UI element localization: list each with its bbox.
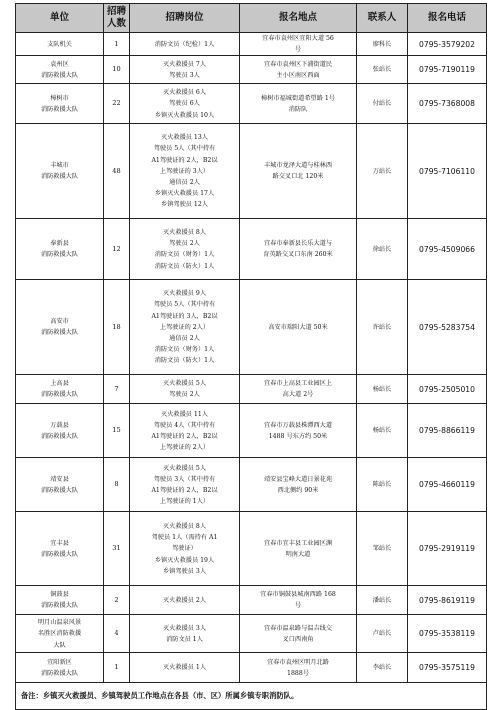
- position-line: 上驾驶证的 3人）: [159, 167, 210, 175]
- positions-cell: [130, 615, 240, 653]
- phone-cell: [408, 586, 487, 615]
- contact-cell: [357, 375, 408, 404]
- address-cell-text: 宜春市铜鼓县城南西路 168 号: [260, 591, 336, 610]
- contact-cell: [357, 280, 408, 375]
- unit-cell-text: 丰城市 消防救援大队: [40, 162, 79, 181]
- position-line: 驾驶员 5人（其中持有: [153, 301, 216, 309]
- contact-cell: [357, 56, 408, 84]
- phone-cell-text: 0795-7190119: [419, 65, 475, 75]
- phone-cell: [408, 615, 487, 653]
- count-cell-text: 4: [114, 629, 119, 638]
- phone-cell-text: 0795-4660119: [419, 480, 475, 490]
- count-cell: [104, 33, 130, 56]
- note-row: [16, 683, 487, 710]
- position-line: 驾驶员 1人（需持有 A1: [151, 534, 218, 542]
- position-line: 消防文员（防火）1人: [154, 262, 215, 270]
- position-line: 灭火救援员 11人: [161, 410, 208, 418]
- contact-cell: [357, 458, 408, 512]
- position-line: A1驾驶证的 3人，B2以: [151, 312, 218, 320]
- position-line: 驾驶员 6人: [169, 100, 200, 108]
- table-row: [16, 458, 487, 512]
- position-line: 乡镇驾驶员 3人: [162, 567, 207, 575]
- positions-cell: [130, 653, 240, 683]
- position-line: A1驾驶证的 2人，B2以: [151, 156, 218, 164]
- phone-cell-text: 0795-4509066: [419, 244, 475, 254]
- position-line: A1驾驶证的 2人，B2以: [151, 486, 218, 494]
- address-cell: [240, 615, 357, 653]
- count-cell: [104, 375, 130, 404]
- contact-cell: [357, 615, 408, 653]
- position-line: 上驾驶证的 2人）: [159, 323, 210, 331]
- count-cell-text: 2: [114, 595, 119, 604]
- count-cell: [104, 653, 130, 683]
- table-row: [16, 84, 487, 124]
- unit-cell-text: 支队机关: [47, 40, 72, 48]
- contact-cell-text: 李站长: [372, 664, 392, 672]
- position-line: 消防文员 1人: [166, 635, 203, 643]
- count-cell-text: 7: [114, 384, 119, 393]
- phone-cell: [408, 404, 487, 458]
- position-line: 灭火救援员 2人: [162, 596, 207, 604]
- address-cell: [240, 653, 357, 683]
- address-cell-text: 丰城市龙泽大道与桂林西 路交叉口北 120米: [263, 162, 333, 181]
- count-cell: [104, 586, 130, 615]
- unit-cell-text: 铜鼓县 消防救援大队: [40, 591, 79, 610]
- contact-cell-text: 杨站长: [372, 385, 392, 393]
- unit-cell: [16, 375, 104, 404]
- header-address: 报名地点: [240, 4, 357, 33]
- contact-cell-text: 万站长: [372, 167, 392, 175]
- table-row: [16, 33, 487, 56]
- header-count: 招聘 人数: [104, 4, 130, 33]
- phone-cell-text: 0795-3579202: [419, 39, 475, 49]
- position-line: 消防文员（财务）1人: [154, 346, 215, 354]
- table-row: [16, 124, 487, 219]
- phone-cell: [408, 512, 487, 586]
- contact-cell: [357, 586, 408, 615]
- position-line: 上驾驶证的 2人）: [159, 444, 210, 452]
- unit-cell-text: 万载县 消防救援大队: [40, 421, 79, 440]
- count-cell-text: 8: [114, 480, 119, 489]
- position-line: 消防文员（纪检）1人: [154, 40, 215, 48]
- header-contact: 联系人: [357, 4, 408, 33]
- position-line: 乡镇灭火救援员 17人: [154, 190, 215, 198]
- address-cell: [240, 586, 357, 615]
- count-cell-text: 31: [112, 544, 121, 553]
- count-cell-text: 1: [114, 663, 119, 672]
- phone-cell-text: 0795-2505010: [419, 384, 475, 394]
- address-cell-text: 樟树市福城街道希望路 1号 消防队: [261, 94, 335, 113]
- contact-cell: [357, 512, 408, 586]
- phone-cell-text: 0795-3538119: [419, 629, 475, 639]
- contact-cell-text: 陈站长: [372, 481, 392, 489]
- unit-cell: [16, 219, 104, 280]
- positions-cell: [130, 33, 240, 56]
- position-line: 灭火救援员 13人: [161, 134, 208, 142]
- phone-cell-text: 0795-7368008: [419, 99, 475, 109]
- address-cell-text: 宜春市万载县株潭西大道 1488 号东方约 50米: [263, 421, 333, 440]
- table-row: [16, 56, 487, 84]
- count-cell: [104, 404, 130, 458]
- count-cell-text: 48: [112, 166, 121, 175]
- address-cell-text: 高安市瑞阳大道 50米: [268, 323, 328, 331]
- position-line: 驾驶员 4人（其中持有: [153, 421, 216, 429]
- position-line: 上驾驶证的 1人）: [159, 498, 210, 506]
- address-cell: [240, 84, 357, 124]
- phone-cell: [408, 124, 487, 219]
- contact-cell-text: 潘站长: [372, 596, 392, 604]
- count-cell: [104, 615, 130, 653]
- position-line: 驾驶证）: [172, 545, 197, 553]
- header-positions: 招聘岗位: [130, 4, 240, 33]
- contact-cell-text: 张站长: [372, 66, 392, 74]
- table-row: [16, 586, 487, 615]
- address-cell: [240, 56, 357, 84]
- position-line: 驾驶员 5人（其中持有: [153, 145, 216, 153]
- unit-cell: [16, 56, 104, 84]
- position-line: 驾驶员 2人: [169, 391, 200, 399]
- phone-cell-text: 0795-8866119: [419, 426, 475, 436]
- position-line: 灭火救援员 3人: [162, 624, 207, 632]
- position-line: 驾驶员 2人: [169, 240, 200, 248]
- count-cell: [104, 84, 130, 124]
- unit-cell: [16, 84, 104, 124]
- address-cell-text: 靖安县宝峰大道日景花苑 西北侧约 90米: [263, 475, 333, 494]
- contact-cell-text: 卢站长: [372, 630, 392, 638]
- count-cell: [104, 512, 130, 586]
- table-body: [16, 33, 487, 683]
- address-cell: [240, 219, 357, 280]
- table-row: [16, 653, 487, 683]
- unit-cell-text: 奉新县 消防救援大队: [40, 240, 79, 259]
- table-row: [16, 615, 487, 653]
- unit-cell-text: 靖安县 消防救援大队: [40, 475, 79, 494]
- position-line: 乡镇灭火救援员 19人: [154, 556, 215, 564]
- count-cell-text: 18: [112, 322, 121, 331]
- phone-cell-text: 0795-7106110: [419, 166, 475, 176]
- count-cell-text: 10: [112, 65, 121, 74]
- positions-cell: [130, 375, 240, 404]
- address-cell: [240, 512, 357, 586]
- unit-cell: [16, 458, 104, 512]
- contact-cell-text: 许站长: [372, 323, 392, 331]
- unit-cell-text: 宜丰县 消防救援大队: [40, 539, 79, 558]
- position-line: 消防文员（财务）1人: [154, 251, 215, 259]
- unit-cell: [16, 280, 104, 375]
- unit-cell: [16, 404, 104, 458]
- unit-cell: [16, 512, 104, 586]
- unit-cell-text: 宜阳新区 消防救援大队: [40, 658, 79, 677]
- positions-cell: [130, 219, 240, 280]
- position-line: 消防文员（防火）1人: [154, 357, 215, 365]
- contact-cell-text: 杨站长: [372, 427, 392, 435]
- position-line: 灭火救援员 8人: [162, 522, 207, 530]
- header-unit: 单位: [16, 4, 104, 33]
- position-line: 通信员 2人: [169, 179, 200, 186]
- phone-cell-text: 0795-2919119: [419, 544, 475, 554]
- position-line: 灭火救援员 9人: [162, 290, 207, 298]
- positions-cell: [130, 56, 240, 84]
- position-line: A1驾驶证的 2人，B2以: [151, 432, 218, 440]
- address-cell-text: 宜春市温泉路与温吉线交 叉口西南角: [263, 624, 333, 643]
- unit-cell-text: 上高县 消防救援大队: [40, 380, 79, 399]
- address-cell: [240, 33, 357, 56]
- phone-cell-text: 0795-8619119: [419, 595, 475, 605]
- position-line: 灭火救援员 6人: [162, 89, 207, 97]
- contact-cell-text: 廖科长: [372, 40, 392, 48]
- phone-cell: [408, 56, 487, 84]
- position-line: 通信员 2人: [169, 335, 200, 342]
- contact-cell: [357, 404, 408, 458]
- address-cell-text: 宜春市袁州区明月北路 1888号: [267, 658, 329, 677]
- unit-cell: [16, 124, 104, 219]
- count-cell-text: 22: [112, 99, 121, 108]
- unit-cell: [16, 653, 104, 683]
- unit-cell: [16, 615, 104, 653]
- contact-cell-text: 徐站长: [372, 245, 392, 253]
- position-line: 驾驶员 3人: [169, 71, 200, 79]
- position-line: 灭火救援员 8人: [162, 229, 207, 236]
- positions-cell: [130, 124, 240, 219]
- contact-cell: [357, 124, 408, 219]
- count-cell: [104, 56, 130, 84]
- count-cell-text: 15: [112, 426, 121, 435]
- position-line: 灭火救援员 1人: [162, 664, 207, 672]
- recruitment-table: [15, 3, 487, 710]
- address-cell-text: 宜春市袁州区宜阳大道 56 号: [262, 35, 334, 54]
- contact-cell-text: 邹站长: [372, 545, 392, 553]
- address-cell: [240, 124, 357, 219]
- count-cell-text: 12: [112, 244, 121, 253]
- note-text: 备注：乡镇灭火救援员、乡镇驾驶员工作地点在各县（市、区）所属乡镇专职消防队。: [16, 683, 487, 710]
- contact-cell: [357, 219, 408, 280]
- phone-cell: [408, 84, 487, 124]
- count-cell: [104, 458, 130, 512]
- address-cell-text: 宜春市宜丰县工业园区渊 明南大道: [263, 539, 333, 558]
- unit-cell-text: 樟树市 消防救援大队: [40, 94, 79, 113]
- position-line: 灭火救援员 5人: [162, 464, 207, 472]
- phone-cell: [408, 33, 487, 56]
- phone-cell: [408, 375, 487, 404]
- position-line: 乡镇驾驶员 12人: [161, 201, 208, 209]
- table-row: [16, 219, 487, 280]
- address-cell: [240, 375, 357, 404]
- count-cell: [104, 124, 130, 219]
- address-cell: [240, 280, 357, 375]
- phone-cell-text: 0795-3575119: [419, 663, 475, 673]
- contact-cell: [357, 84, 408, 124]
- contact-cell: [357, 33, 408, 56]
- unit-cell-text: 明月山温泉风景 名胜区消防救援 大队: [37, 619, 82, 649]
- count-cell: [104, 219, 130, 280]
- table-row: [16, 375, 487, 404]
- phone-cell: [408, 280, 487, 375]
- count-cell-text: 1: [114, 39, 119, 48]
- positions-cell: [130, 512, 240, 586]
- position-line: 乡镇灭火救援员 10人: [154, 111, 215, 119]
- positions-cell: [130, 84, 240, 124]
- position-line: 驾驶员 3人（其中持有: [153, 475, 216, 483]
- phone-cell: [408, 219, 487, 280]
- positions-cell: [130, 458, 240, 512]
- table-row: [16, 280, 487, 375]
- count-cell: [104, 280, 130, 375]
- position-line: 灭火救援员 7人: [162, 60, 207, 68]
- unit-cell-text: 高安市 消防救援大队: [40, 318, 79, 337]
- address-cell: [240, 404, 357, 458]
- phone-cell: [408, 458, 487, 512]
- contact-cell: [357, 653, 408, 683]
- contact-cell-text: 付站长: [372, 100, 392, 108]
- phone-cell: [408, 653, 487, 683]
- unit-cell: [16, 586, 104, 615]
- phone-cell-text: 0795-5283754: [419, 322, 475, 332]
- recruitment-table-sheet: [15, 3, 486, 710]
- table-row: [16, 512, 487, 586]
- positions-cell: [130, 586, 240, 615]
- unit-cell-text: 袁州区 消防救援大队: [40, 60, 79, 79]
- positions-cell: [130, 280, 240, 375]
- unit-cell: [16, 33, 104, 56]
- address-cell-text: 宜春市上高县工业园区上 高大道 2号: [263, 380, 333, 399]
- address-cell-text: 宜春市奉新县长乐大道与 育英路交叉口东南 260米: [263, 240, 333, 259]
- header-phone: 报名电话: [408, 4, 487, 33]
- table-row: [16, 404, 487, 458]
- header-row: [16, 4, 487, 33]
- address-cell: [240, 458, 357, 512]
- positions-cell: [130, 404, 240, 458]
- address-cell-text: 宜春市袁州区下浦街道民 主小区南区西面: [263, 60, 333, 79]
- position-line: 灭火救援员 5人: [162, 380, 207, 388]
